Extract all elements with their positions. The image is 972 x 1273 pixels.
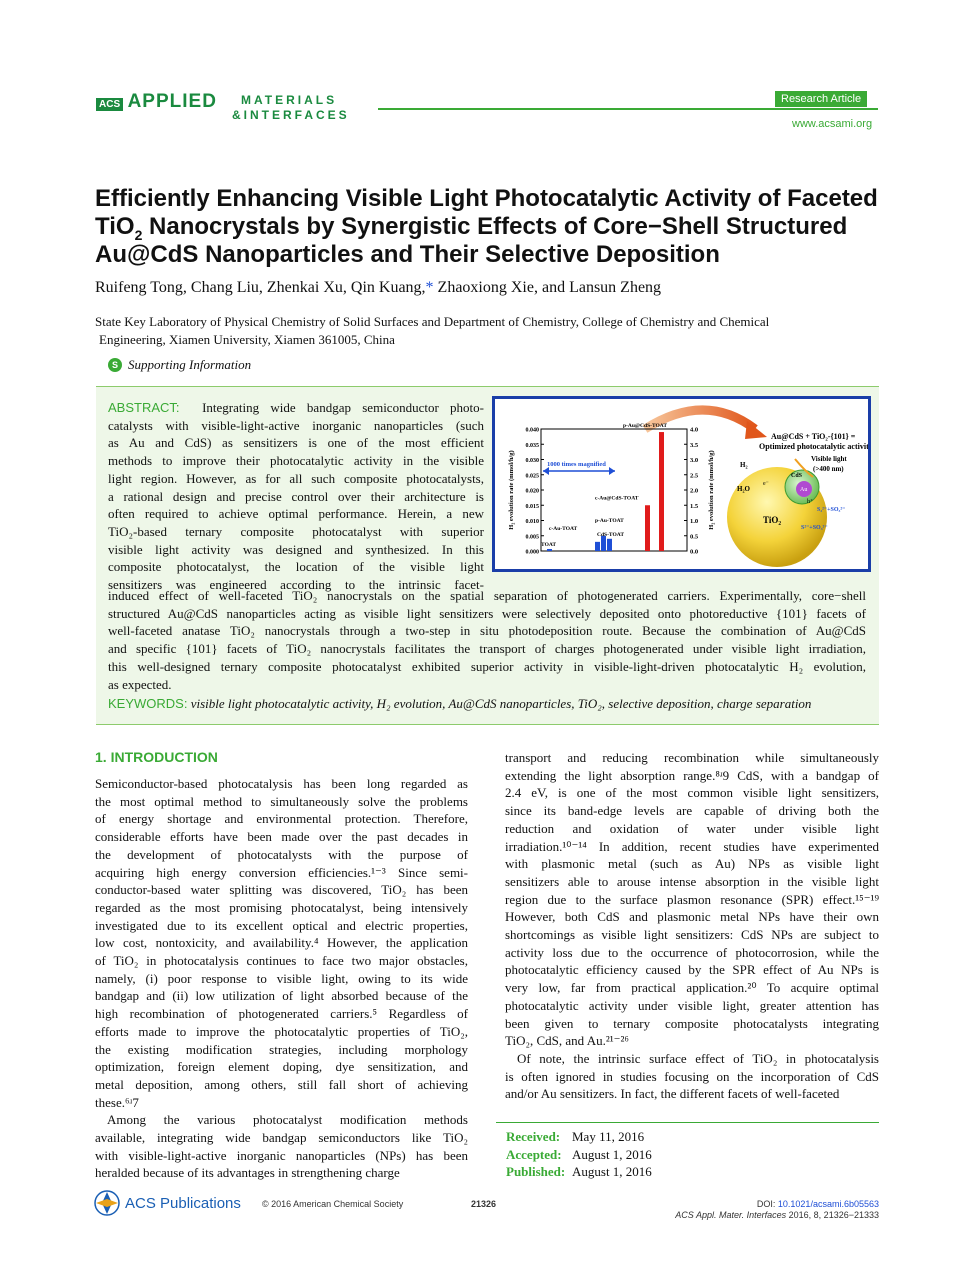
intro-line: heralded because of its advantages in strengthening charge: [95, 1165, 400, 1181]
acs-publications-logo[interactable]: ACS Publications: [94, 1190, 241, 1216]
scheme-tio2-label: TiO₂: [763, 515, 782, 525]
intro-line: efforts made to improve the photocatalytic properties of TiO₂,: [95, 1023, 468, 1039]
bar-chart: [508, 423, 715, 555]
doi-line: DOI: 10.1021/acsami.6b05563: [756, 1199, 879, 1209]
y-tick-label-right: 0.0: [690, 548, 699, 556]
keywords-label: KEYWORDS:: [108, 696, 188, 711]
intro-line: photocatalytic efficiency caused by the SPR effect of Au NPs is: [505, 962, 879, 978]
scheme-au-label: Au: [800, 487, 808, 493]
bar-label: p-Au-TOAT: [595, 517, 624, 524]
scheme-cds-label: CdS: [791, 473, 803, 479]
bar-c-au-toat: [595, 542, 600, 551]
intro-line: high recombination of photogenerated carriers.⁵ Regardless of: [95, 1006, 468, 1022]
toc-graphic: [492, 396, 871, 572]
bar-label: p-Au@CdS-TOAT: [623, 423, 668, 430]
intro-line: these.⁶ʴ7: [95, 1094, 139, 1110]
bar-label: CdS-TOAT: [597, 531, 625, 538]
title-line-3: Au@CdS Nanoparticles and Their Selective Deposition: [95, 241, 720, 268]
y-tick-label-right: 3.5: [690, 441, 699, 449]
journal-logo[interactable]: [96, 91, 217, 113]
intro-line: with plasmonic metal (such as Au) NPs as visible light: [505, 856, 879, 872]
intro-line: region due to the surface plasmon resonance (SPR) effect.¹⁵⁻¹⁹: [505, 891, 879, 907]
intro-line: transport and reducing recombination while simultaneously: [505, 750, 879, 765]
y-tick-label-right: 2.0: [690, 487, 699, 495]
abstract-heading: ABSTRACT:: [108, 400, 180, 415]
corresponding-author-star[interactable]: *: [425, 279, 434, 296]
y-tick-label-left: 0.015: [525, 503, 539, 510]
intro-line: is often ignored in studies focusing on the incorporation of CdS: [505, 1068, 879, 1084]
bar-label: c-Au@CdS-TOAT: [595, 495, 639, 502]
intro-line: 2.4 eV, is one of the most common visible light sensitizers,: [505, 785, 879, 801]
intro-line: Semiconductor-based photocatalysis has been long regarded as: [95, 776, 468, 791]
intro-line: low cost, nontoxicity, and availability.⁴ However, the application: [95, 935, 468, 951]
intro-column-2: [505, 749, 879, 1103]
intro-line: metal deposition, among others, still fall short of achieving: [95, 1076, 468, 1092]
intro-line: Of note, the intrinsic surface effect of TiO₂ in photocatalysis: [517, 1050, 879, 1066]
intro-line: TiO₂, CdS, and Au.²¹⁻²⁶: [505, 1033, 629, 1049]
scheme-wavelength: (>400 nm): [813, 465, 844, 473]
magnified-arrow-head-right: [609, 467, 615, 475]
header-rule: [378, 108, 878, 110]
article-title: [95, 185, 895, 269]
authors-main: Ruifeng Tong, Chang Liu, Zhenkai Xu, Qin Kuang,: [95, 279, 426, 296]
intro-heading: 1. INTRODUCTION: [95, 749, 218, 765]
intro-line: and/or Au sensitizers. In fact, the different facets of well-faceted: [505, 1086, 840, 1102]
scheme-sulfur-products: S₂²⁻+SO₃²⁻: [817, 507, 846, 513]
y-tick-label-left: 0.010: [525, 519, 539, 525]
dates-rule: [496, 1122, 879, 1123]
affiliation: State Key Laboratory of Physical Chemistry of Solid Surfaces and Department of Chemistry, College of Chemistry and Chemical Engineering, Xiamen University, Xiamen 361005, China: [95, 314, 770, 347]
intro-line: irradiation.¹⁰⁻¹⁴ In addition, recent studies have experimented: [505, 838, 879, 854]
y-tick-label-right: 2.5: [690, 472, 699, 480]
page-number: 21326: [471, 1199, 497, 1209]
scheme-h2: H₂: [740, 461, 748, 469]
intro-line: activity loss due to the occurrence of photocorrosion, while the: [505, 944, 879, 960]
toc-arrow-head: [745, 421, 767, 439]
scheme-title-1: Au@CdS + TiO₂-{101} =: [771, 432, 856, 441]
y-tick-label-right: 1.5: [690, 502, 699, 510]
intro-line: sensitizers able to arouse intense absorption in the visible light: [505, 873, 879, 889]
intro-line: available, integrating wide bandgap semiconductors like TiO₂: [95, 1130, 468, 1146]
intro-line: the most optimal method to simultaneously solve the problems: [95, 793, 468, 809]
authors-rest: Zhaoxiong Xie, and Lansun Zheng: [433, 279, 662, 296]
intro-column-1: [95, 775, 468, 1182]
supporting-information-link[interactable]: S Supporting Information: [108, 357, 251, 373]
keywords-line: [108, 696, 873, 712]
intro-line: of TiO₂ in photocatalysis continues to face two major obstacles,: [95, 953, 468, 969]
intro-line: been given to ternary composite photocatalysts integrating: [505, 1015, 879, 1031]
acs-publications-icon: [94, 1190, 120, 1216]
bar-label: c-Au-TOAT: [549, 525, 578, 532]
author-list: [95, 279, 661, 297]
y-tick-label-right: 0.5: [690, 533, 699, 541]
article-type-badge: Research Article: [775, 91, 867, 107]
journal-materials: MATERIALS: [241, 93, 338, 107]
intro-line: Among the various photocatalyst modification methods: [107, 1112, 468, 1128]
scheme-title-2: Optimized photocatalytic activity: [759, 442, 868, 451]
bar-label: TOAT: [541, 542, 557, 548]
intro-line: shortcomings as visible light sensitizers: CdS NPs are subject to: [505, 927, 879, 943]
y-tick-label-left: 0.025: [525, 473, 539, 480]
journal-website-link[interactable]: www.acsami.org: [792, 118, 873, 130]
journal-interfaces: &INTERFACES: [232, 108, 350, 122]
acs-logo-box: ACS: [96, 98, 123, 111]
bar-cds-toat: [607, 539, 612, 551]
y-tick-label-right: 3.0: [690, 457, 699, 464]
y-tick-label-left: 0.035: [525, 442, 539, 449]
y-tick-label-right: 1.0: [690, 518, 699, 525]
intro-line: However, both CdS and plasmonic metal NPs have their own: [505, 909, 879, 925]
intro-line: of energy shortage and environmental protection. Therefore,: [95, 811, 468, 827]
bar-c-au-cds-toat: [645, 505, 650, 551]
scheme-sulfur-reactants: S²⁻+SO₃²⁻: [801, 525, 828, 531]
intro-line: investigated due to its excellent optical and electric properties,: [95, 917, 468, 933]
bar-p-au-toat: [601, 536, 606, 551]
intro-line: photocatalytic activity under visible light, greater attention has: [505, 997, 879, 1013]
bar-toat: [547, 549, 552, 551]
intro-line: bandgap and (ii) low utilization of light absorbed because of the: [95, 988, 468, 1004]
intro-line: namely, (i) poor response to visible light, owing to its wide: [95, 970, 468, 986]
intro-line: with visible-light-active inorganic nanoparticles (NPs) has been: [95, 1147, 468, 1163]
intro-line: reduction and oxidation of water under visible light: [505, 820, 879, 836]
intro-line: very low, far from practical application.²⁰ To acquire optimal: [505, 980, 879, 996]
intro-line: optimization, foreign element doping, dye sensitization, and: [95, 1059, 468, 1075]
y-axis-label-left: H₂ evolution rate (mmol/h/g): [508, 450, 515, 530]
title-line-2: TiO$_2$ Nanocrystals by Synergistic Effects of Core−Shell Structured: [95, 213, 848, 243]
scheme-electron: e⁻: [763, 481, 769, 487]
abstract-full-width: induced effect of well-faceted TiO₂ nanocrystals on the spatial separation of photogenerated carriers. Experimentally, core−shell structured Au@CdS nanoparticles acting as visible light sensitizers were selectively deposited onto photoreductive {101} facets of well-faceted anatase TiO₂ nanocrystals through a two-step in situ photodeposition route. Because the combination of Au@CdS and specific {101} facets of TiO₂ nanocrystals facilitates the transport of charges photogenerated under visible light irradiation, this well-designed ternary composite photocatalyst exhibited superior activity in visible-light-driven photocatalytic H₂ evolution, as expected.: [108, 588, 866, 692]
scheme-visible-light: Visible light: [811, 455, 847, 463]
toc-chart: [495, 399, 868, 569]
intro-line: the development of photocatalysts with the purpose of: [95, 846, 468, 862]
scheme-hole: h⁺: [807, 499, 814, 505]
intro-line: regarded as the most promising photocatalyst, being intensively: [95, 899, 468, 915]
citation-line: ACS Appl. Mater. Interfaces 2016, 8, 21326−21333: [675, 1210, 879, 1220]
y-tick-label-left: 0.020: [525, 488, 539, 495]
article-dates: Received: May 11, 2016 Accepted: August 1, 2016 Published: August 1, 2016: [506, 1129, 652, 1179]
intro-line: the existing modification strategies, including morphology: [95, 1041, 468, 1057]
title-line-1: Efficiently Enhancing Visible Light Photocatalytic Activity of Faceted: [95, 185, 878, 212]
intro-line: acquiring high energy conversion efficiencies.¹⁻³ Since semi-: [95, 864, 468, 880]
magnified-arrow-head-left: [543, 467, 549, 475]
scheme-h2o: H₂O: [737, 485, 750, 493]
supporting-info-icon: S: [108, 358, 122, 372]
journal-applied: APPLIED: [127, 91, 217, 112]
intro-line: since its band-edge levels are capable of driving both the: [505, 803, 879, 819]
intro-line: considerable efforts have been made over the past decades in: [95, 829, 468, 845]
y-tick-label-left: 0.040: [525, 427, 539, 434]
y-tick-label-left: 0.000: [525, 549, 539, 556]
magnified-annotation: 1000 times magnified: [547, 461, 606, 468]
y-tick-label-left: 0.030: [525, 458, 539, 464]
y-tick-label-left: 0.005: [525, 534, 539, 541]
y-tick-label-right: 4.0: [690, 426, 699, 434]
bar-p-au-cds-toat: [659, 432, 664, 551]
doi-link[interactable]: 10.1021/acsami.6b05563: [777, 1199, 879, 1209]
intro-line: conductor-based water splitting was discovered, TiO₂ has been: [95, 882, 468, 898]
intro-line: extending the light absorption range.⁸ʴ9 CdS, with a bandgap of: [505, 767, 879, 783]
abstract-left-column: ABSTRACT: Integrating wide bandgap semiconductor photo- catalysts with visible-light-active inorganic nanoparticles (such as Au and CdS) as sensitizers is one of the most efficient methods to improve their photocatalytic activity in the visible light region. However, as for all such composite photocatalysts, a rational design and precise control over their architecture is often required to achieve optimal performance. Herein, a new TiO₂-based ternary composite photocatalyst with superior visible light activity was designed and synthesized. In this composite photocatalyst, the location of the visible light sensitizers was engineered according to the intrinsic facet-: [108, 400, 485, 593]
keywords-text: visible light photocatalytic activity, H₂ evolution, Au@CdS nanoparticles, TiO₂, selective deposition, charge separation: [190, 696, 812, 711]
copyright: © 2016 American Chemical Society: [262, 1199, 404, 1209]
y-axis-label-right: H₂ evolution rate (mmol/h/g): [708, 450, 715, 530]
